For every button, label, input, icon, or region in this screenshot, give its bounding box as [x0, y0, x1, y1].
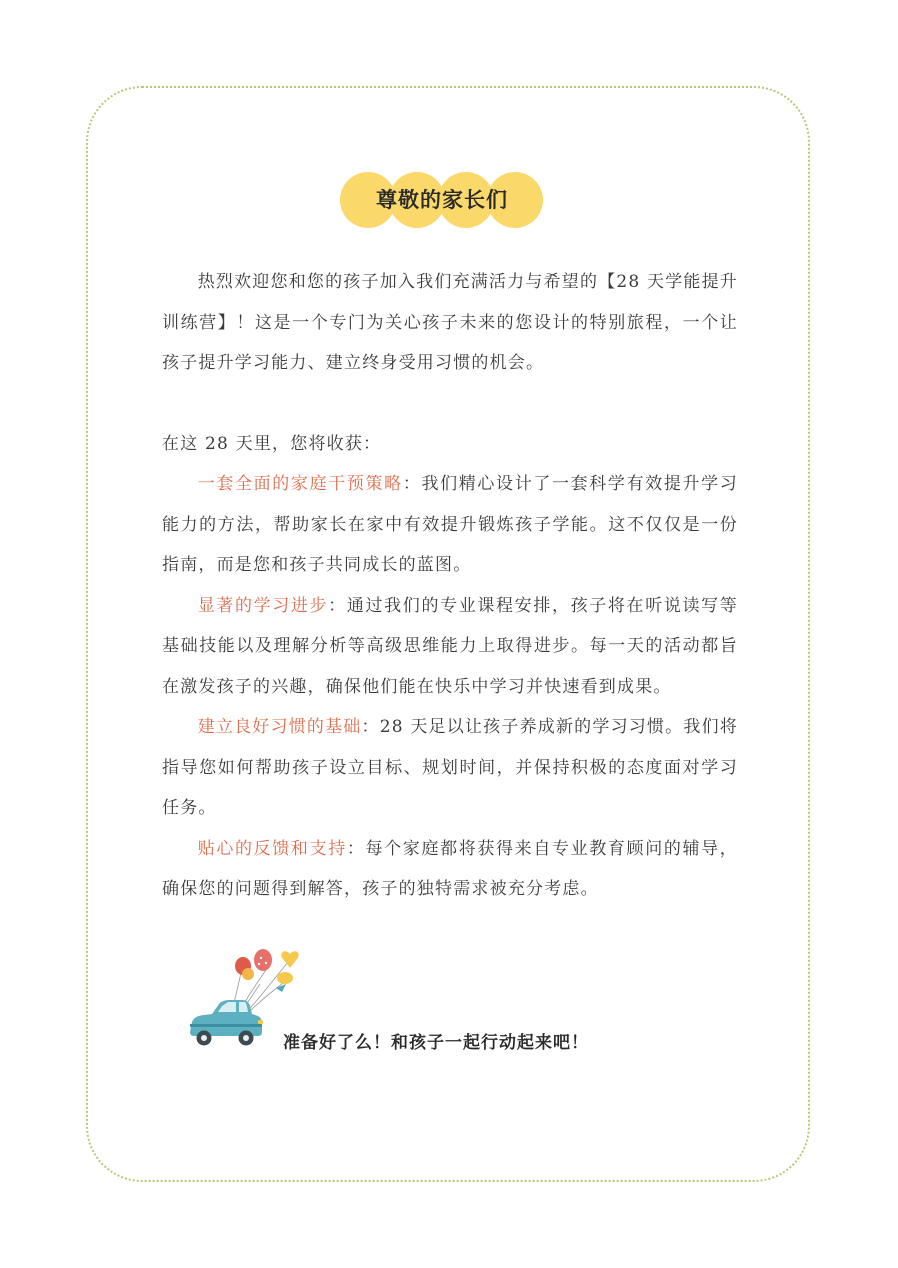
- car-icon: [190, 1000, 263, 1046]
- title-badge: [340, 170, 544, 230]
- benefit-item: [162, 707, 738, 829]
- benefit-label: 建立良好习惯的基础: [197, 717, 362, 737]
- benefit-text: ：28 天足以让孩子养成新的学习习惯。我们将指导您如何帮助孩子设立目标、规划时间，并保持积极的态度面对学习任务。: [162, 717, 738, 818]
- intro-paragraph: 热烈欢迎您和您的孩子加入我们充满活力与希望的【28 天学能提升训练营】！这是一个专门为关心孩子未来的您设计的特别旅程，一个让孩子提升学习能力、建立终身受用习惯的机会。: [162, 272, 738, 373]
- benefit-item: [162, 829, 738, 910]
- benefit-label: 一套全面的家庭干预策略: [197, 474, 403, 494]
- benefit-text: ：每个家庭都将获得来自专业教育顾问的辅导，确保您的问题得到解答，孩子的独特需求被充分考虑。: [162, 838, 738, 899]
- page-title: 尊敬的家长们: [376, 188, 508, 212]
- benefit-text: ：通过我们的专业课程安排，孩子将在听说读写等基础技能以及理解分析等高级思维能力上取得进步。每一天的活动都旨在激发孩子的兴趣，确保他们能在快乐中学习并快速看到成果。: [162, 595, 738, 697]
- gains-heading: 在这 28 天里，您将收获：: [162, 433, 382, 454]
- benefit-text: ：我们精心设计了一套科学有效提升学习能力的方法，帮助家长在家中有效提升锻炼孩子学能。这不仅仅是一份指南，而是您和孩子共同成长的蓝图。: [162, 474, 739, 575]
- benefit-item: [162, 586, 738, 708]
- benefit-label: 显著的学习进步: [197, 595, 329, 616]
- benefit-label: 贴心的反馈和支持: [197, 838, 347, 859]
- call-to-action: 准备好了么！和孩子一起行动起来吧！: [283, 1033, 589, 1053]
- benefit-item: [162, 464, 738, 586]
- letter-body: [162, 262, 738, 910]
